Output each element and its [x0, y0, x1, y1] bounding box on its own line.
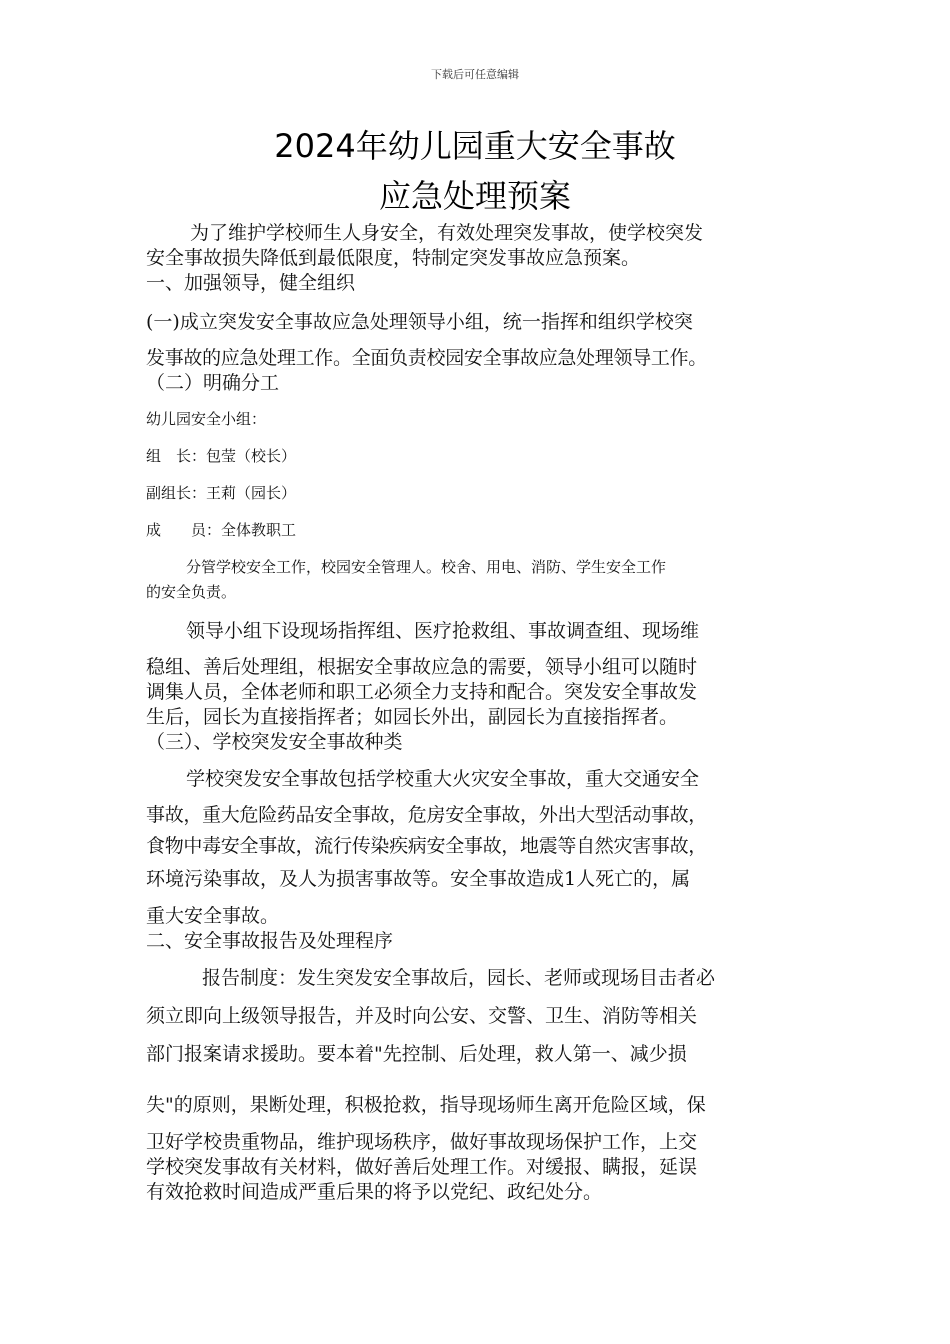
paragraph-line: 卫好学校贵重物品，维护现场秩序，做好事故现场保护工作，上交: [146, 1131, 698, 1153]
member-line: 成 员：全体教职工: [146, 521, 297, 539]
member-line: 组 长：包莹（校长）: [146, 447, 297, 465]
paragraph-line: 重大安全事故。: [146, 905, 280, 927]
subsection-heading: （三）、学校突发安全事故种类: [146, 731, 403, 753]
paragraph-line: 安全事故损失降低到最低限度，特制定突发事故应急预案。: [146, 247, 641, 269]
paragraph-line: 领导小组下设现场指挥组、医疗抢救组、事故调查组、现场维: [186, 620, 700, 642]
paragraph-line: 失"的原则，果断处理，积极抢救，指导现场师生离开危险区域，保: [146, 1094, 706, 1116]
section-heading: 二、安全事故报告及处理程序: [146, 930, 394, 952]
section-heading: 一、加强领导，健全组织: [146, 272, 356, 294]
paragraph-line: 有效抢救时间造成严重后果的将予以党纪、政纪处分。: [146, 1181, 603, 1203]
page-header: 下载后可任意编辑: [431, 68, 519, 81]
member-line: 副组长：王莉（园长）: [146, 484, 297, 502]
paragraph-line: 调集人员，全体老师和职工必须全力支持和配合。突发安全事故发: [146, 681, 698, 703]
document-title-line-2: 应急处理预案: [378, 177, 571, 215]
paragraph-line: 环境污染事故，及人为损害事故等。安全事故造成1人死亡的，属: [146, 868, 691, 890]
paragraph-line: 生后，园长为直接指挥者；如园长外出，副园长为直接指挥者。: [146, 706, 679, 728]
paragraph-line: 稳组、善后处理组，根据安全事故应急的需要，领导小组可以随时: [146, 656, 698, 678]
paragraph-line: (一)成立突发安全事故应急处理领导小组，统一指挥和组织学校突: [146, 311, 693, 333]
document-title-line-1: 2024年幼儿园重大安全事故: [274, 127, 676, 165]
paragraph-line: 学校突发安全事故包括学校重大火灾安全事故，重大交通安全: [186, 768, 700, 790]
paragraph-line: 的安全负责。: [146, 583, 237, 601]
subsection-heading: （二）明确分工: [146, 372, 280, 394]
paragraph-line: 分管学校安全工作，校园安全管理人。校舍、用电、消防、学生安全工作: [186, 558, 667, 576]
paragraph-line: 部门报案请求援助。要本着"先控制、后处理，救人第一、减少损: [146, 1043, 687, 1065]
paragraph-line: 为了维护学校师生人身安全，有效处理突发事故，使学校突发: [190, 222, 704, 244]
paragraph-line: 发事故的应急处理工作。全面负责校园安全事故应急处理领导工作。: [146, 347, 708, 369]
paragraph-line: 食物中毒安全事故，流行传染疾病安全事故，地震等自然灾害事故，: [146, 835, 708, 857]
paragraph-line: 须立即向上级领导报告，并及时向公安、交警、卫生、消防等相关: [146, 1005, 698, 1027]
paragraph-line: 事故，重大危险药品安全事故，危房安全事故，外出大型活动事故，: [146, 804, 708, 826]
paragraph-line: 学校突发事故有关材料，做好善后处理工作。对缓报、瞒报，延误: [146, 1156, 698, 1178]
paragraph-line: 报告制度：发生突发安全事故后，园长、老师或现场目击者必: [202, 967, 716, 989]
group-label: 幼儿园安全小组：: [146, 410, 267, 428]
